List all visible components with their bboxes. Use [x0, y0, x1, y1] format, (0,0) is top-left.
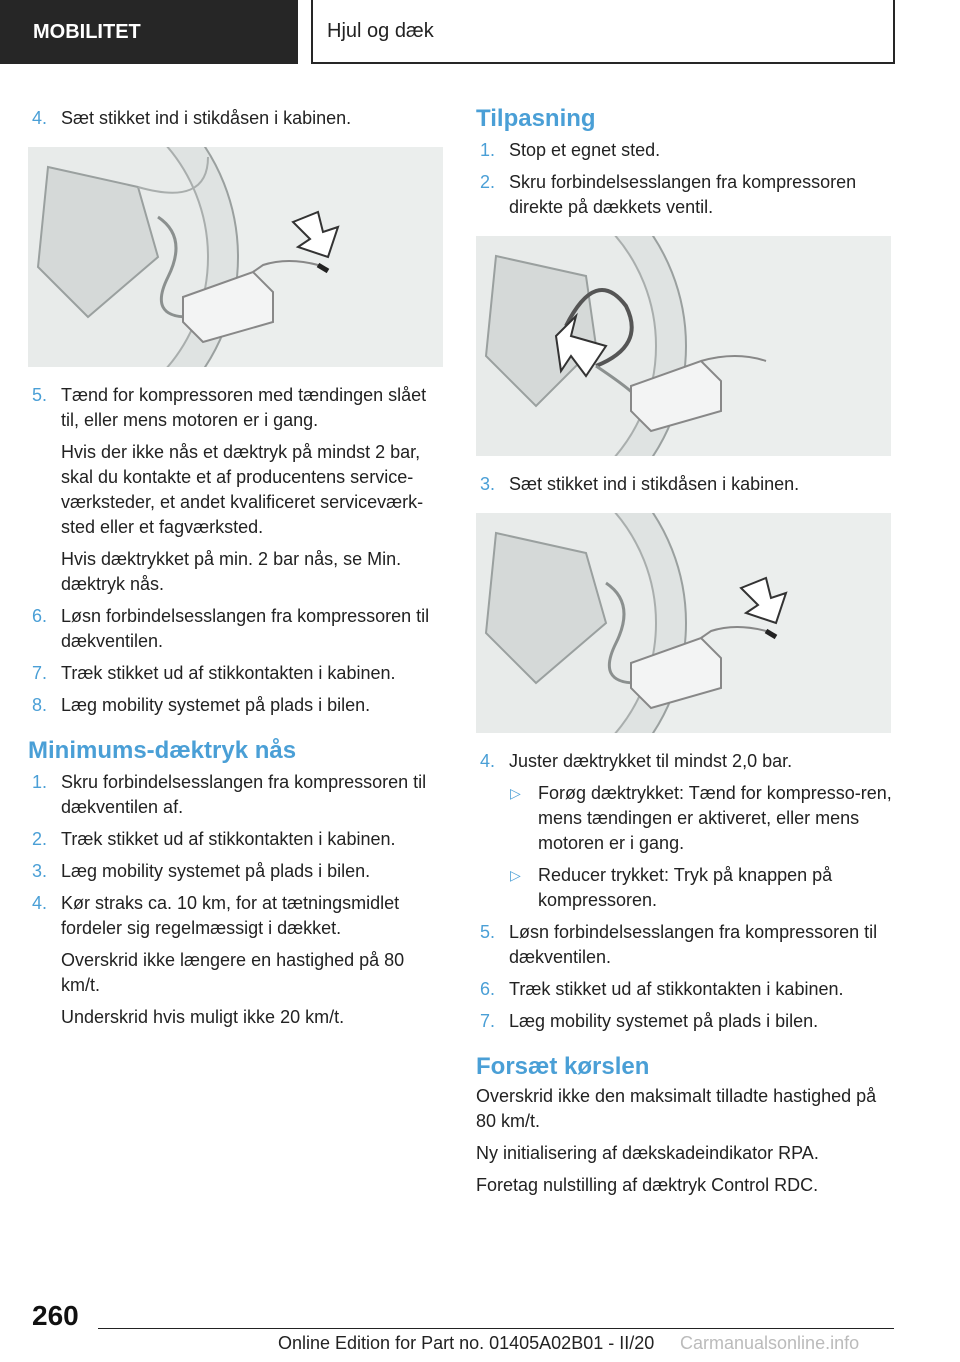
step-text: Tænd for kompressoren med tændingen slået til, eller mens motoren er i gang. [61, 385, 427, 430]
sub-item-text: Forøg dæktrykket: Tænd for kompresso-ren, mens tændingen er aktiveret, eller mens motoren er i gang. [538, 783, 892, 853]
step-item [28, 106, 448, 131]
step-text: Juster dæktrykket til mindst 2,0 bar. [509, 751, 793, 771]
step-number: 2. [32, 829, 48, 849]
note-paragraph: Hvis der ikke nås et dæktryk på mindst 2 bar, skal du kontakte et af producentens service-værksteder, et andet kvalificeret serviceværk-sted eller et fagværksted. [61, 442, 424, 537]
step-item [28, 891, 448, 941]
step-item [28, 859, 448, 884]
step-number: 1. [480, 140, 496, 160]
step-number: 2. [480, 172, 496, 192]
section-heading: Tilpasning [476, 105, 596, 132]
compressor-plug-illustration [28, 147, 443, 367]
body-paragraph: Foretag nulstilling af dæktryk Control RDC. [476, 1175, 819, 1195]
step-number: 4. [480, 751, 496, 771]
step-number: 6. [32, 606, 48, 626]
step-text: Træk stikket ud af stikkontakten i kabinen. [509, 979, 844, 999]
step-item [476, 749, 896, 774]
step-number: 7. [32, 663, 48, 683]
step-item [28, 770, 448, 820]
step-text: Sæt stikket ind i stikdåsen i kabinen. [509, 474, 800, 494]
step-number: 3. [32, 861, 48, 881]
note-paragraph: Underskrid hvis muligt ikke 20 km/t. [61, 1007, 345, 1027]
step-text: Skru forbindelsesslangen fra kompressoren til dækventilen af. [61, 772, 427, 817]
sub-list-item [476, 863, 896, 913]
step-text: Stop et egnet sted. [509, 140, 661, 160]
step-item [476, 1009, 896, 1034]
body-paragraph: Ny initialisering af dækskadeindikator RPA. [476, 1143, 819, 1163]
watermark-text: Carmanualsonline.info [680, 1333, 860, 1353]
step-text: Læg mobility systemet på plads i bilen. [509, 1011, 819, 1031]
header-chapter-label [311, 0, 895, 64]
compressor-plug-illustration [476, 513, 891, 733]
step-text: Løsn forbindelsesslangen fra kompressoren til dækventilen. [61, 606, 430, 651]
step-number: 4. [32, 108, 48, 128]
step-number: 8. [32, 695, 48, 715]
header-section-label [0, 0, 298, 64]
step-number: 7. [480, 1011, 496, 1031]
step-item [476, 920, 896, 970]
step-item [28, 604, 448, 654]
step-item [476, 170, 896, 220]
step-text: Løsn forbindelsesslangen fra kompressoren til dækventilen. [509, 922, 878, 967]
left-column [28, 96, 448, 1030]
section-title: MOBILITET [33, 20, 141, 43]
step-number: 5. [32, 385, 48, 405]
sub-list-item [476, 781, 896, 856]
footer-divider [98, 1328, 894, 1329]
note-paragraph: Hvis dæktrykket på min. 2 bar nås, se Min. dæktryk nås. [61, 549, 402, 594]
page-number: 260 [32, 1300, 79, 1331]
triangle-bullet-icon: ▷ [510, 785, 521, 801]
step-text: Træk stikket ud af stikkontakten i kabinen. [61, 829, 396, 849]
step-number: 6. [480, 979, 496, 999]
section-heading: Minimums-dæktryk nås [28, 737, 297, 764]
triangle-bullet-icon: ▷ [510, 867, 521, 883]
step-item [28, 383, 448, 433]
step-text: Læg mobility systemet på plads i bilen. [61, 861, 371, 881]
step-item [476, 138, 896, 163]
step-item [476, 472, 896, 497]
chapter-title: Hjul og dæk [327, 19, 434, 42]
note-paragraph: Overskrid ikke længere en hastighed på 80 km/t. [61, 950, 405, 995]
step-text: Læg mobility systemet på plads i bilen. [61, 695, 371, 715]
right-column [476, 96, 896, 1198]
step-text: Kør straks ca. 10 km, for at tætningsmidlet fordeler sig regelmæssigt i dækket. [61, 893, 400, 938]
step-item [28, 661, 448, 686]
step-number: 3. [480, 474, 496, 494]
step-text: Sæt stikket ind i stikdåsen i kabinen. [61, 108, 352, 128]
sub-item-text: Reducer trykket: Tryk på knappen på kompressoren. [538, 865, 833, 910]
step-number: 4. [32, 893, 48, 913]
valve-hose-illustration [476, 236, 891, 456]
step-number: 1. [32, 772, 48, 792]
body-paragraph: Overskrid ikke den maksimalt tilladte hastighed på 80 km/t. [476, 1086, 877, 1131]
step-number: 5. [480, 922, 496, 942]
edition-label: Online Edition for Part no. 01405A02B01 - II/20 [278, 1333, 655, 1353]
section-heading: Forsæt kørslen [476, 1053, 650, 1080]
step-item [476, 977, 896, 1002]
step-item [28, 693, 448, 718]
step-text: Skru forbindelsesslangen fra kompressoren direkte på dækkets ventil. [509, 172, 857, 217]
step-item [28, 827, 448, 852]
step-text: Træk stikket ud af stikkontakten i kabinen. [61, 663, 396, 683]
